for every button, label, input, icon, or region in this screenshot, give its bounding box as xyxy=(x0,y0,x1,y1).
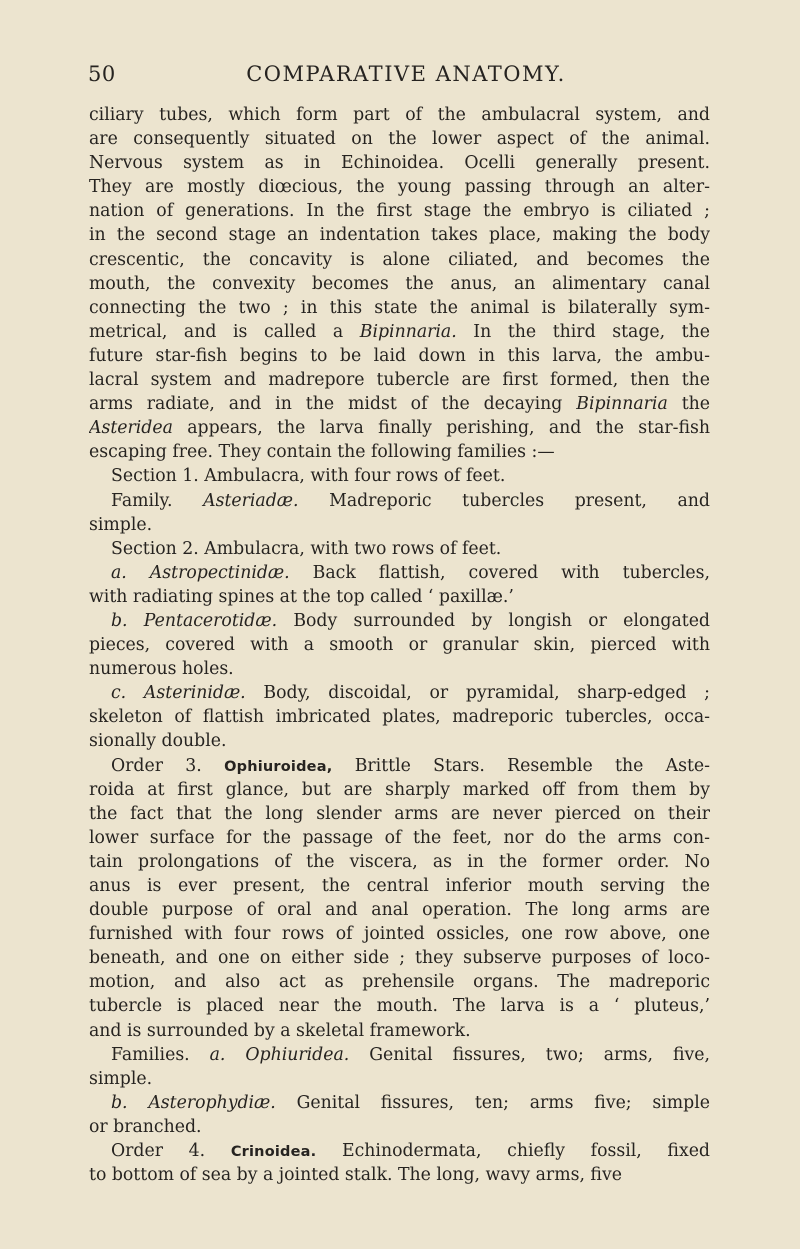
text-run: furnished with four rows of jointed ossicles, one row above, one xyxy=(89,924,710,945)
text-run: Nervous system as in Echinoidea. Ocelli generally present. xyxy=(89,153,710,174)
text-run: in the second stage an indentation takes place, making the body xyxy=(89,225,710,246)
text-run: pieces, covered with a smooth or granular skin, pierced with xyxy=(89,635,710,656)
text-line xyxy=(89,561,710,585)
text-run: Family. xyxy=(111,490,204,511)
text-run: In the third stage, the xyxy=(456,321,710,342)
running-title: COMPARATIVE ANATOMY. xyxy=(246,62,566,86)
italic-text: Bipinnaria. xyxy=(359,321,457,342)
text-line xyxy=(89,729,710,753)
text-run: Families. xyxy=(111,1044,210,1065)
text-run: metrical, and is called a xyxy=(89,321,360,342)
text-line xyxy=(89,1043,710,1067)
text-line xyxy=(89,802,710,826)
text-run: Genital fissures, ten; arms five; simple xyxy=(275,1092,710,1113)
text-line xyxy=(89,416,710,440)
page-number: 50 xyxy=(88,62,116,86)
text-line xyxy=(89,392,710,416)
text-run: appears, the larva finally perishing, and the star-fish xyxy=(172,418,710,439)
text-line xyxy=(89,778,710,802)
text-run: the fact that the long slender arms are never pierced on their xyxy=(89,803,710,824)
text-line xyxy=(89,223,710,247)
text-run: motion, and also act as prehensile organs. The madreporic xyxy=(89,972,710,993)
text-line xyxy=(89,898,710,922)
text-line xyxy=(89,489,710,513)
text-line xyxy=(89,850,710,874)
text-line xyxy=(89,320,710,344)
italic-text: a. Astropectinidæ. xyxy=(111,562,290,583)
text-run: lower surface for the passage of the feet, nor do the arms con- xyxy=(89,827,710,848)
text-line xyxy=(89,874,710,898)
text-run: nation of generations. In the first stage the embryo is ciliated ; xyxy=(89,201,710,222)
text-run: Body surrounded by longish or elongated xyxy=(277,610,710,631)
text-line xyxy=(89,970,710,994)
italic-text: Asteriadæ. xyxy=(203,490,299,511)
text-run: Brittle Stars. Resemble the Aste- xyxy=(332,755,710,776)
heading-text: Crinoidea. xyxy=(230,1144,317,1161)
text-line xyxy=(89,127,710,151)
italic-text: c. Asterinidæ. xyxy=(111,683,246,704)
text-run: double purpose of oral and anal operation. The long arms are xyxy=(89,900,710,921)
text-run: Order 4. xyxy=(111,1141,231,1162)
text-line xyxy=(89,826,710,850)
text-run: Body, discoidal, or pyramidal, sharp-edged ; xyxy=(245,683,710,704)
text-run: ciliary tubes, which form part of the ambulacral system, and xyxy=(89,105,710,125)
text-run: and is surrounded by a skeletal framework. xyxy=(89,1020,471,1041)
heading-text: Ophiuroidea, xyxy=(224,758,333,775)
body-text xyxy=(89,103,710,1187)
text-run: mouth, the convexity becomes the anus, an alimentary canal xyxy=(89,273,710,294)
text-run: Echinodermata, chiefly fossil, fixed xyxy=(316,1141,710,1162)
text-run: anus is ever present, the central inferior mouth serving the xyxy=(89,876,710,896)
text-line xyxy=(89,705,710,729)
text-line xyxy=(89,1163,710,1187)
text-run: numerous holes. xyxy=(89,659,234,680)
text-run: simple. xyxy=(89,514,153,535)
text-run: lacral system and madrepore tubercle are first formed, then the xyxy=(89,370,710,391)
text-line xyxy=(89,1019,710,1043)
italic-text: a. Ophiuridea. xyxy=(209,1044,350,1065)
text-run: or branched. xyxy=(89,1116,202,1137)
text-run: crescentic, the concavity is alone ciliated, and becomes the xyxy=(89,249,710,270)
running-head xyxy=(88,62,710,92)
text-run: Section 2. Ambulacra, with two rows of feet. xyxy=(111,538,502,559)
text-line xyxy=(89,151,710,175)
text-line xyxy=(89,946,710,970)
text-line xyxy=(89,1139,710,1163)
text-line xyxy=(89,368,710,392)
text-line xyxy=(89,175,710,199)
text-run: beneath, and one on either side ; they subserve purposes of loco- xyxy=(89,948,710,969)
text-run: are consequently situated on the lower aspect of the animal. xyxy=(89,129,710,150)
text-line xyxy=(89,1091,710,1115)
text-run: roida at first glance, but are sharply marked off from them by xyxy=(89,779,710,800)
text-line xyxy=(89,681,710,705)
text-line xyxy=(89,1067,710,1091)
text-run: Order 3. xyxy=(111,755,225,776)
text-line xyxy=(89,537,710,561)
text-run: with radiating spines at the top called ‘ paxillæ.’ xyxy=(89,586,514,607)
text-run: future star-fish begins to be laid down in this larva, the ambu- xyxy=(89,345,710,366)
text-line xyxy=(89,633,710,657)
text-line xyxy=(89,103,710,127)
text-run: They are mostly diœcious, the young passing through an alter- xyxy=(89,177,710,198)
text-line xyxy=(89,1115,710,1139)
text-line xyxy=(89,296,710,320)
text-run: Genital fissures, two; arms, five, xyxy=(349,1044,710,1065)
text-line xyxy=(89,754,710,778)
text-run: skeleton of flattish imbricated plates, madreporic tubercles, occa- xyxy=(89,707,710,728)
italic-text: b. Asterophydiæ. xyxy=(111,1092,276,1113)
italic-text: b. Pentacerotidæ. xyxy=(111,610,278,631)
text-line xyxy=(89,440,710,464)
text-line xyxy=(89,657,710,681)
text-line xyxy=(89,199,710,223)
text-run: connecting the two ; in this state the animal is bilaterally sym- xyxy=(89,297,710,318)
text-line xyxy=(89,344,710,368)
text-line xyxy=(89,609,710,633)
text-line xyxy=(89,513,710,537)
text-run: arms radiate, and in the midst of the decaying xyxy=(89,394,577,415)
italic-text: Asteridea xyxy=(89,418,173,439)
text-run: escaping free. They contain the following families :— xyxy=(89,442,555,463)
text-run: sionally double. xyxy=(89,731,227,752)
text-line xyxy=(89,585,710,609)
text-run: tain prolongations of the viscera, as in the former order. No xyxy=(89,851,710,872)
text-line xyxy=(89,464,710,488)
italic-text: Bipinnaria xyxy=(576,394,668,415)
text-line xyxy=(89,248,710,272)
text-run: Madreporic tubercles present, and xyxy=(298,490,710,511)
text-run: Section 1. Ambulacra, with four rows of feet. xyxy=(111,466,506,487)
text-run: Back flattish, covered with tubercles, xyxy=(289,562,710,583)
text-run: the xyxy=(667,394,710,415)
text-run: to bottom of sea by a jointed stalk. The long, wavy arms, five xyxy=(89,1165,622,1186)
text-run: tubercle is placed near the mouth. The larva is a ‘ pluteus,’ xyxy=(89,996,710,1017)
text-line xyxy=(89,994,710,1018)
text-line xyxy=(89,922,710,946)
text-run: simple. xyxy=(89,1068,153,1089)
text-line xyxy=(89,272,710,296)
